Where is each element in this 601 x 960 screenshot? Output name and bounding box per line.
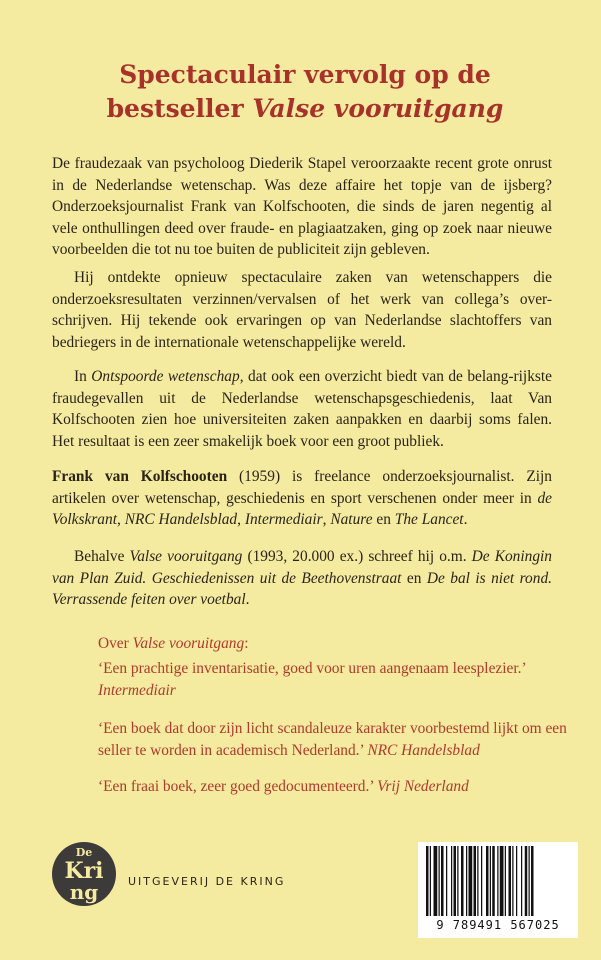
review-quote-1	[98, 658, 568, 701]
logo-line3: ng	[69, 880, 99, 904]
p3-post: , dat ook een overzicht biedt van de belang-rijkste fraudegevallen uit de Nederlandse wetenschapsgeschiedenis, laat Van Kolfschooten zien hoe universiteiten zaken aanpakken en daarbij soms falen. Het resultaat is een zeer smakelijk boek voor een groot publiek.	[52, 368, 552, 450]
publisher-logo	[52, 842, 116, 906]
review-quote-3	[98, 776, 568, 798]
author-bio-2	[52, 546, 552, 611]
bio-pub3: Intermediair	[244, 511, 323, 528]
headline	[40, 58, 570, 126]
bio2-book3: De bal is niet rond. Verrassende feiten over voetbal	[52, 569, 552, 608]
paragraph-2-text: Hij ontdekte opnieuw spectaculaire zaken van wetenschappers die onderzoeksresultaten verzinnen/vervalsen of het werk van collega’s over-schrijven. Hij tekende ook ervaringen op van Nederlandse slachtoffers van bedriegers in de internationale wetenschappelijke wereld.	[52, 269, 552, 351]
bio-end: .	[463, 511, 468, 528]
bio-text	[52, 466, 552, 531]
bio2-book2: De Koningin van Plan Zuid. Geschiedenissen uit de Beethovenstraat	[52, 548, 552, 587]
bio-pub5: The Lancet	[394, 511, 464, 528]
bio-text1: (1959) is freelance onderzoeksjournalist. Zijn artikelen over wetenschap, geschiedenis en sport verschenen onder meer in	[52, 468, 552, 507]
author-name: Frank van Kolfschooten	[52, 468, 228, 485]
review-quote-2	[98, 718, 568, 761]
headline-book-title: Valse vooruitgang	[252, 94, 504, 123]
bio-pub2: NRC Handelsblad	[124, 511, 238, 528]
bio2-end: .	[245, 591, 250, 608]
bio-sep3: ,	[322, 511, 331, 528]
barcode-bars	[424, 846, 572, 916]
blurb-paragraph-3	[52, 366, 552, 452]
p3-book-title: Ontspoorde wetenschap	[91, 368, 240, 385]
quotes-intro-pre: Over	[98, 635, 133, 652]
quotes-intro-post: :	[244, 635, 249, 652]
quote-2-source: NRC Handelsblad	[367, 741, 480, 759]
quote-2-text: ‘Een boek dat door zijn licht scandaleuze karakter voorbestemd lijkt om een seller te worden in academisch Nederland.’	[98, 720, 567, 759]
bio-pub1: de Volkskrant	[52, 489, 552, 528]
quote-1-text: ‘Een prachtige inventarisatie, goed voor uren aangenaam leesplezier.’	[98, 660, 526, 677]
headline-line1: Spectaculair vervolg op de	[119, 60, 491, 89]
blurb-paragraph-1	[52, 153, 552, 261]
logo-line2: Kri	[64, 858, 104, 884]
p3-pre: In	[74, 368, 92, 385]
bio2-book1: Valse vooruitgang	[129, 548, 243, 565]
bio2-and: en	[401, 569, 427, 587]
isbn-number: 9 789491 567025	[436, 918, 560, 932]
headline-line2-pre: bestseller	[106, 94, 253, 123]
quote-3-source: Vrij Nederland	[377, 778, 469, 795]
paragraph-3-text	[52, 366, 552, 452]
quote-3-text: ‘Een fraai boek, zeer goed gedocumenteerd.’	[98, 778, 378, 795]
quotes-intro-title: Valse vooruitgang	[132, 635, 245, 652]
bio-sep2: ,	[237, 511, 245, 528]
bio-sep4: en	[372, 511, 395, 528]
bio2-text	[52, 546, 552, 611]
barcode	[418, 842, 578, 938]
bio-sep1: ,	[116, 511, 125, 528]
quotes-intro	[98, 633, 568, 655]
bio-pub4: Nature	[330, 511, 373, 528]
quote-1-source: Intermediair	[98, 681, 176, 699]
author-bio	[52, 466, 552, 531]
blurb-paragraph-2	[52, 267, 552, 353]
bio2-mid: (1993, 20.000 ex.) schreef hij o.m.	[242, 548, 472, 565]
paragraph-1-text: De fraudezaak van psycholoog Diederik Stapel veroorzaakte recent grote onrust in de Nederlandse wetenschap. Was deze affaire het topje van de ijsberg? Onderzoeksjournalist Frank van Kolfschooten, die sinds de jaren negentig al vele onthullingen deed over fraude- en plagiaatzaken, ging op zoek naar nieuwe voorbeelden die tot nu toe buiten de publiciteit zijn gebleven.	[52, 155, 552, 258]
logo-line1: De	[75, 846, 93, 859]
bio2-pre: Behalve	[74, 548, 130, 565]
publisher-name: UITGEVERIJ DE KRING	[128, 875, 286, 888]
